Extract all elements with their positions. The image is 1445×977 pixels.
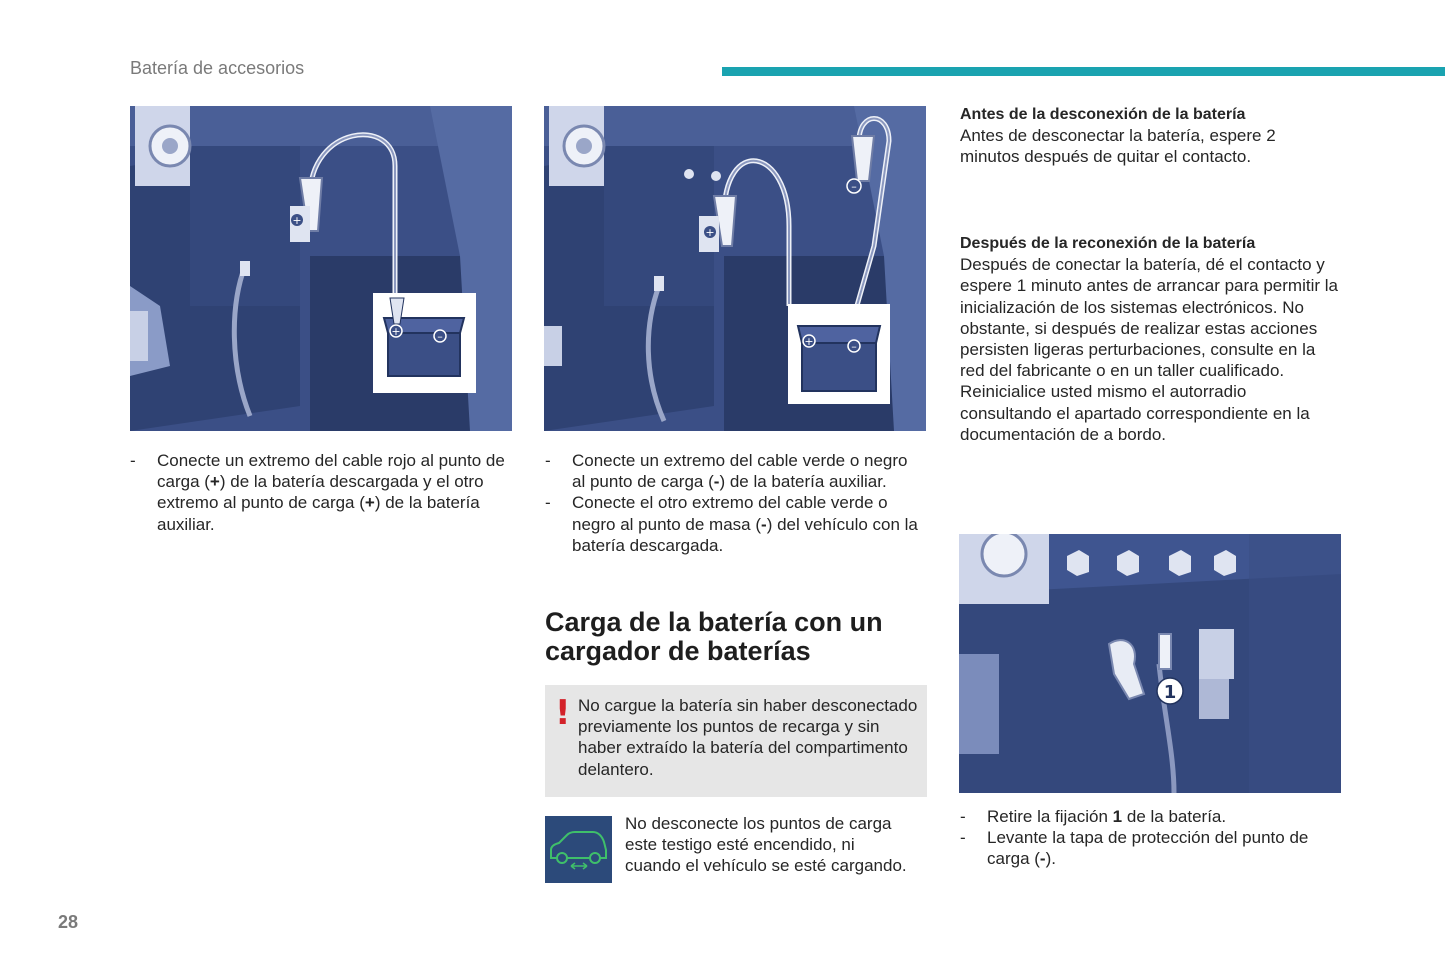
after-reconnect-block [960, 233, 1340, 445]
list-item: - Retire la fijación 1 de la batería. [960, 807, 1227, 826]
before-disconnect-title: Antes de la desconexión de la batería [960, 106, 1246, 123]
charge-note-text: No desconecte los puntos de carga este testigo esté encendido, ni cuando el vehículo se esté cargando. [625, 814, 907, 876]
figure2-minus-mark: – [851, 180, 857, 193]
figure1-plus-mark: + [292, 214, 302, 227]
figure-jumper-red-cable [130, 106, 512, 431]
figure2-battery-plus: + [804, 335, 814, 348]
before-disconnect-block [960, 104, 1340, 168]
header-accent-bar [722, 67, 1445, 76]
callout-1-label: 1 [1163, 682, 1177, 703]
after-reconnect-text: Después de conectar la batería, dé el contacto y espere 1 minuto antes de arrancar para permitir la inicialización de los sistemas electrónicos. No obstante, si después de realizar estas acciones persisten ligeras perturbaciones, consulte en la red del fabricante o en un taller cualificado. Reinicialice usted mismo el autorradio consultando el apartado correspondiente en la documentación de a bordo. [960, 255, 1338, 444]
section-title: Batería de accesorios [130, 58, 305, 78]
list-item: - Levante la tapa de protección del punto de carga (-). [960, 828, 1309, 869]
figure2-battery-minus: – [851, 340, 857, 353]
page-number: 28 [58, 912, 79, 932]
figure-jumper-ground-cable [544, 106, 926, 431]
figure-battery-fixing [959, 534, 1341, 793]
after-reconnect-title: Después de la reconexión de la batería [960, 235, 1256, 252]
figure1-battery-minus: – [437, 330, 443, 343]
column1-bullet-list [130, 450, 510, 535]
list-item: - Conecte un extremo del cable verde o negro al punto de carga (-) de la batería auxiliar. [545, 451, 908, 492]
list-item: - Conecte un extremo del cable rojo al punto de carga (+) de la batería descargada y el otro extremo al punto de carga (+) de la batería auxiliar. [130, 451, 505, 534]
column3-bullet-list [960, 806, 1340, 870]
exclamation-icon: ! [555, 693, 571, 733]
list-item: - Conecte el otro extremo del cable verde o negro al punto de masa (-) del vehículo con la batería descargada. [545, 493, 918, 555]
section-heading: Carga de la batería con un cargador de baterías [545, 607, 883, 666]
figure2-plus-mark: + [705, 226, 715, 239]
before-disconnect-text: Antes de desconectar la batería, espere 2 minutos después de quitar el contacto. [960, 126, 1276, 167]
warning-text: No cargue la batería sin haber desconectado previamente los puntos de recarga y sin haber extraído la batería del compartimento delantero. [578, 696, 918, 779]
column2-bullet-list [545, 450, 925, 556]
figure1-battery-plus: + [391, 325, 401, 338]
car-charging-icon [545, 816, 612, 883]
warning-box [545, 685, 927, 797]
